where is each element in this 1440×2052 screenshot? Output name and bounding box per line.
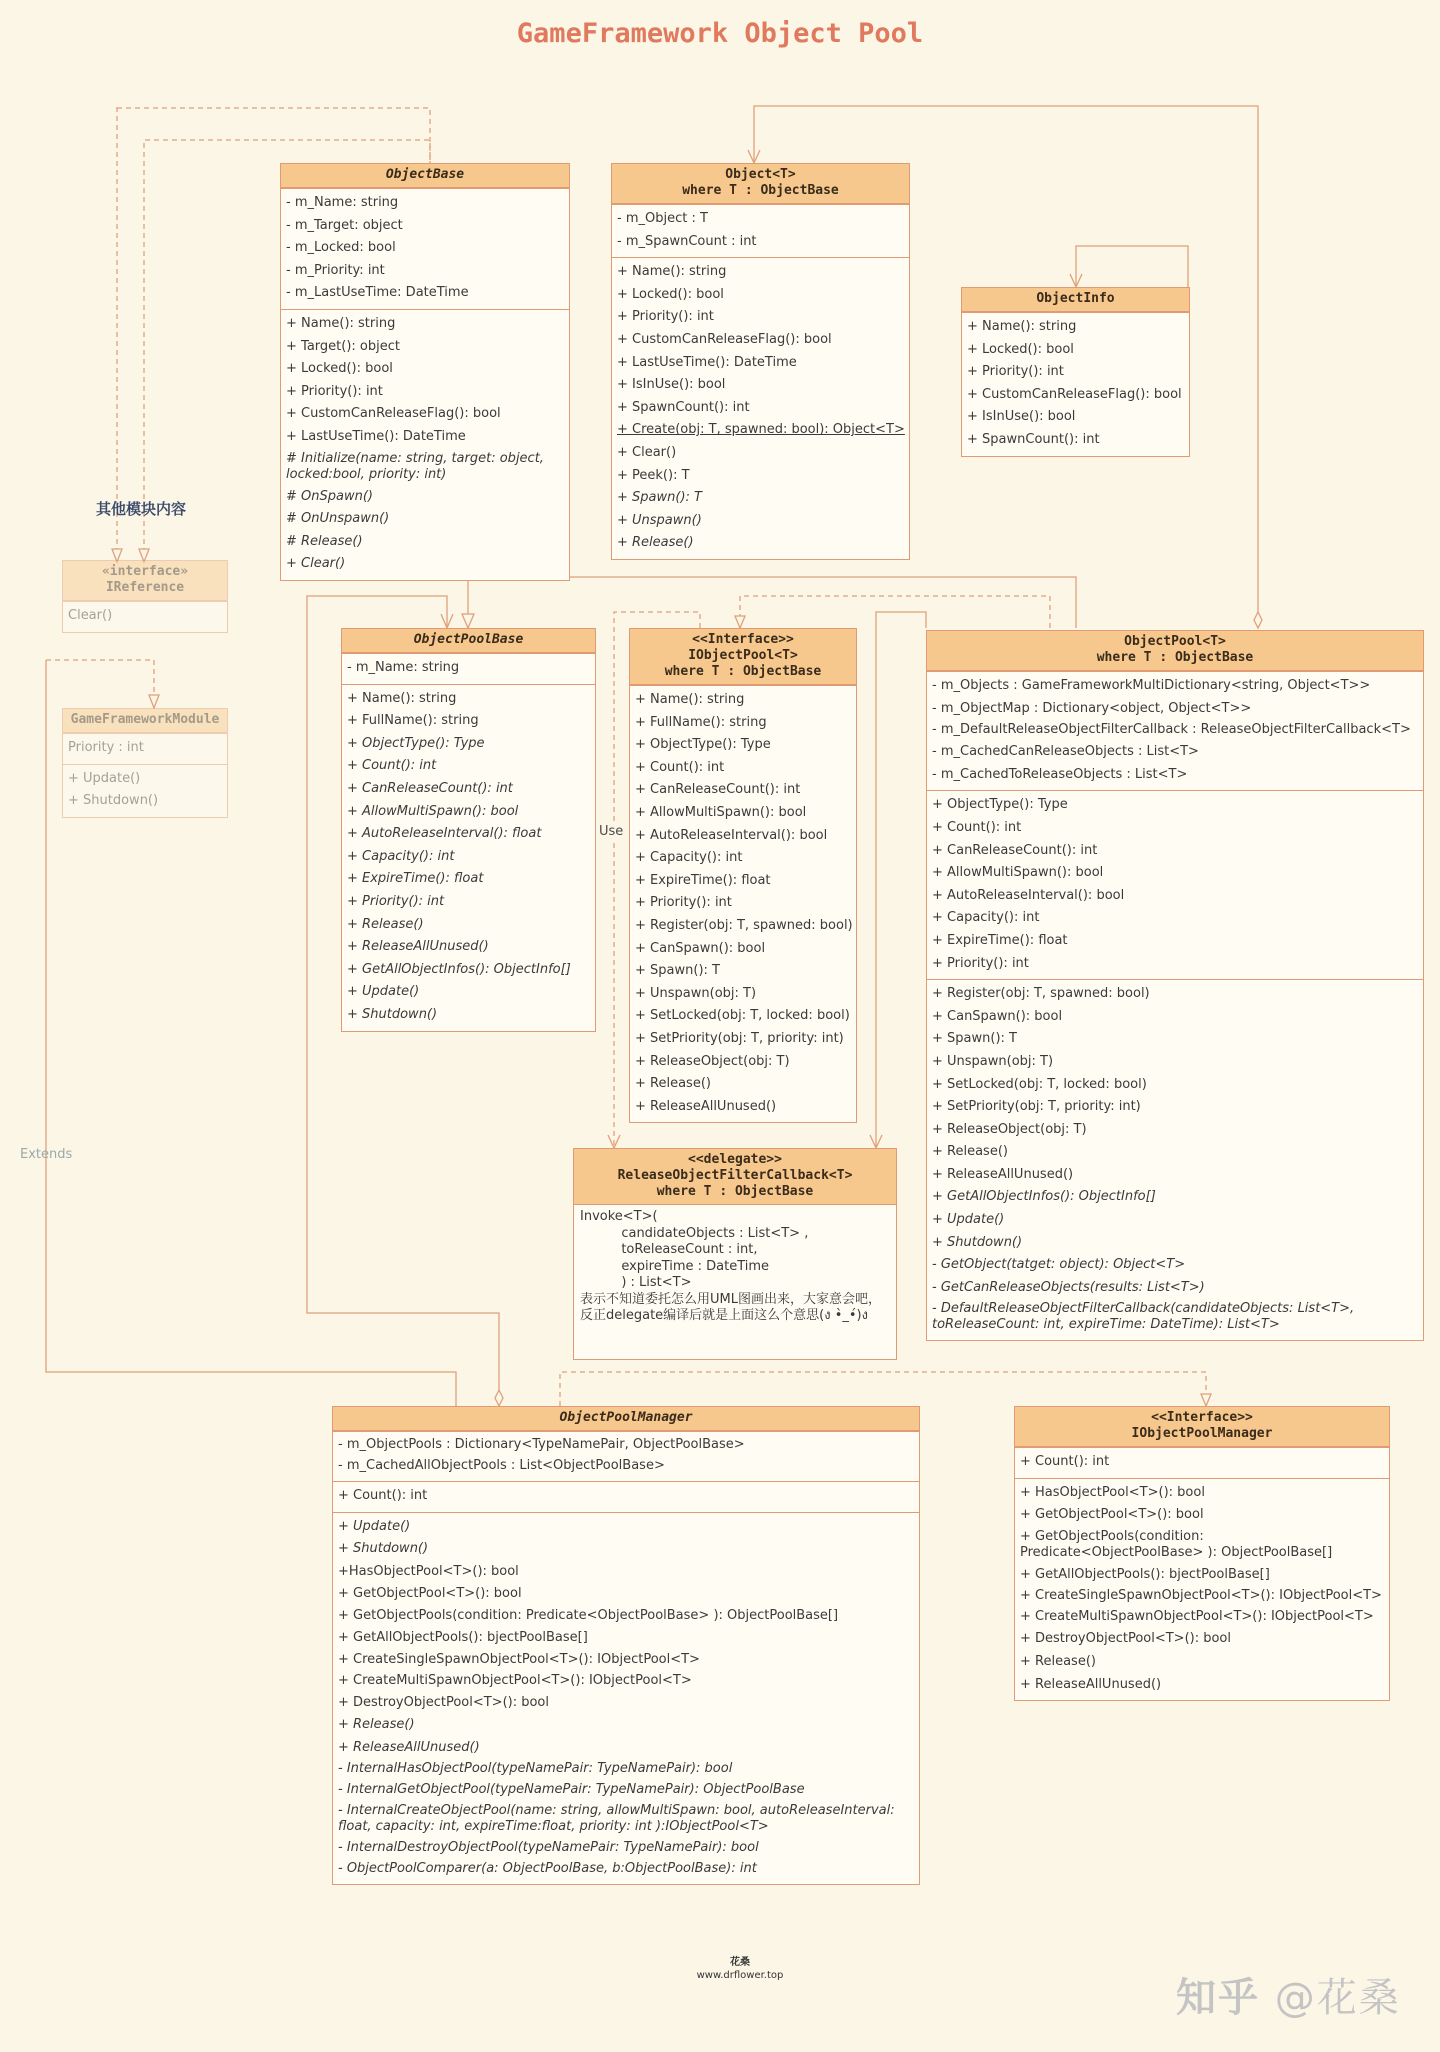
- delegate-note: Invoke<T>( candidateObjects : List<T> , toReleaseCount : int, expireTime : DateTime ) : List<T> 表示不知道委托怎么用UML图画出来，大家意会吧，反正delegate编译后就是上面这么个意思(ง •̀_•́)ง: [580, 1209, 881, 1323]
- member-row: + GetAllObjectPools(): bjectPoolBase[]: [1020, 1566, 1270, 1582]
- member-row: + Shutdown(): [347, 1006, 438, 1022]
- class-section: [63, 601, 227, 632]
- member-row: + Release(): [932, 1144, 1008, 1160]
- member-row: + LastUseTime(): DateTime: [286, 428, 466, 444]
- member-row: + Count(): int: [338, 1488, 428, 1503]
- member-row: + ReleaseObject(obj: T): [932, 1121, 1087, 1137]
- member-row: + Create(obj: T, spawned: bool): Object<T>: [617, 422, 905, 438]
- member-row: + AllowMultiSpawn(): bool: [347, 803, 519, 819]
- class-objectpoolmanager: [332, 1406, 920, 1885]
- class-header: [63, 709, 227, 733]
- edge-label-use: Use: [599, 824, 624, 839]
- member-row: + Shutdown(): [932, 1234, 1023, 1250]
- member-row: + Name(): string: [347, 690, 457, 706]
- class-header-line: ReleaseObjectFilterCallback<T>: [617, 1168, 853, 1183]
- member-row: + Release(): [347, 916, 424, 932]
- member-row: + ExpireTime(): float: [635, 872, 771, 888]
- member-row: + CanReleaseCount(): int: [932, 842, 1098, 858]
- member-row: + CustomCanReleaseFlag(): bool: [617, 331, 832, 347]
- member-row: - InternalDestroyObjectPool(typeNamePair: TypeNamePair): bool: [338, 1840, 759, 1856]
- member-row: - m_Name: string: [347, 660, 460, 675]
- member-row: + IsInUse(): bool: [617, 377, 726, 393]
- member-row: - m_ObjectMap : Dictionary<object, Object<T>>: [932, 700, 1252, 716]
- member-row: + AutoReleaseInterval(): float: [347, 826, 542, 842]
- member-row: + Release(): [338, 1717, 415, 1733]
- member-row: + SpawnCount(): int: [967, 431, 1100, 447]
- member-row: + Capacity(): int: [347, 848, 455, 864]
- class-objectinfo: [961, 287, 1190, 457]
- member-row: + ReleaseAllUnused(): [932, 1166, 1074, 1182]
- member-row: + ExpireTime(): float: [347, 871, 484, 887]
- member-row: + ObjectType(): Type: [932, 797, 1068, 813]
- member-row: - GetObject(tatget: object): Object<T>: [932, 1257, 1186, 1273]
- member-row: + SetLocked(obj: T, locked: bool): [932, 1076, 1147, 1092]
- member-row: + CreateSingleSpawnObjectPool<T>(): IObjectPool<T>: [1020, 1588, 1382, 1604]
- member-row: + CreateSingleSpawnObjectPool<T>(): IObjectPool<T>: [338, 1651, 700, 1667]
- class-header: [1015, 1407, 1389, 1447]
- member-row: - m_CachedAllObjectPools : List<ObjectPoolBase>: [338, 1458, 665, 1473]
- class-section: [1015, 1478, 1389, 1701]
- class-section: [63, 733, 227, 764]
- member-row: + Unspawn(): [617, 512, 702, 528]
- member-row: + ExpireTime(): float: [932, 932, 1068, 948]
- member-row: + HasObjectPool<T>(): bool: [1020, 1484, 1205, 1500]
- class-header-line: <<Interface>>: [1151, 1410, 1253, 1425]
- watermark-author: @花桑: [1274, 1975, 1401, 2021]
- member-row: + ReleaseAllUnused(): [635, 1098, 777, 1114]
- class-header-line: where T : ObjectBase: [656, 1184, 814, 1199]
- member-row: + SetLocked(obj: T, locked: bool): [635, 1008, 850, 1024]
- member-row: Clear(): [68, 608, 113, 623]
- member-row: + Release(): [1020, 1653, 1096, 1669]
- member-row: + Shutdown(): [338, 1541, 429, 1557]
- class-header-line: <<delegate>>: [688, 1152, 782, 1167]
- member-row: + ReleaseAllUnused(): [338, 1739, 480, 1755]
- member-row: + CustomCanReleaseFlag(): bool: [967, 386, 1182, 402]
- class-section: [927, 979, 1423, 1340]
- member-row: + IsInUse(): bool: [967, 409, 1076, 425]
- member-row: + Clear(): [617, 444, 677, 460]
- class-header-line: «interface»: [101, 564, 189, 579]
- class-section: [612, 204, 909, 257]
- class-section: [342, 684, 595, 1031]
- class-section: [630, 685, 856, 1122]
- member-row: - m_Priority: int: [286, 262, 385, 278]
- class-header: [574, 1149, 896, 1205]
- class-header: [342, 629, 595, 653]
- member-row: - InternalCreateObjectPool(name: string, allowMultiSpawn: bool, autoReleaseInterval: float, capacity: int, expireTime:float, priority: int ):IObjectPool<T>: [338, 1803, 895, 1835]
- member-row: +HasObjectPool<T>(): bool: [338, 1563, 519, 1579]
- member-row: - GetCanReleaseObjects(results: List<T>): [932, 1279, 1205, 1295]
- class-object-t: [611, 163, 910, 560]
- interface-ireference: [62, 560, 228, 633]
- class-header: [630, 629, 856, 685]
- class-objectpoolbase: [341, 628, 596, 1032]
- interface-iobjectpool: [629, 628, 857, 1123]
- class-section: [927, 671, 1423, 790]
- member-row: + Locked(): bool: [967, 341, 1074, 357]
- member-row: + DestroyObjectPool<T>(): bool: [338, 1694, 549, 1710]
- member-row: - InternalGetObjectPool(typeNamePair: TypeNamePair): ObjectPoolBase: [338, 1782, 805, 1798]
- member-row: + CanReleaseCount(): int: [347, 780, 513, 796]
- member-row: - m_Name: string: [286, 195, 399, 210]
- class-header-line: Object<T>: [725, 167, 796, 182]
- member-row: + Peek(): T: [617, 467, 690, 483]
- class-header: [927, 631, 1423, 671]
- class-header-line: <<Interface>>: [692, 632, 794, 647]
- member-row: # OnUnspawn(): [286, 511, 390, 527]
- stamp-name: 花桑: [730, 1957, 750, 1968]
- member-row: + Name(): string: [967, 319, 1077, 334]
- member-row: + Spawn(): T: [617, 490, 702, 506]
- interface-iobjectpoolmanager: [1014, 1406, 1390, 1701]
- class-header-line: ObjectPool<T>: [1124, 634, 1226, 649]
- member-row: # Release(): [286, 533, 363, 549]
- member-row: + Shutdown(): [68, 793, 159, 809]
- member-row: + Release(): [635, 1076, 711, 1092]
- member-row: + CreateMultiSpawnObjectPool<T>(): IObjectPool<T>: [1020, 1609, 1374, 1625]
- member-row: - m_LastUseTime: DateTime: [286, 285, 469, 301]
- member-row: - m_Locked: bool: [286, 240, 396, 256]
- class-header: [281, 164, 569, 188]
- member-row: + Count(): int: [932, 819, 1022, 835]
- delegate-releaseobjectfiltercallback: [573, 1148, 897, 1360]
- class-section: [333, 1512, 919, 1885]
- member-row: + AutoReleaseInterval(): bool: [635, 827, 828, 843]
- member-row: + GetAllObjectInfos(): ObjectInfo[]: [932, 1189, 1156, 1205]
- member-row: + Locked(): bool: [286, 361, 393, 377]
- member-row: + AllowMultiSpawn(): bool: [635, 804, 807, 820]
- member-row: + CanSpawn(): bool: [635, 940, 766, 956]
- class-header-line: GameFrameworkModule: [70, 712, 220, 727]
- watermark: [1176, 1966, 1401, 2023]
- member-row: + GetAllObjectPools(): bjectPoolBase[]: [338, 1629, 588, 1645]
- member-row: + GetObjectPools(condition: Predicate<ObjectPoolBase> ): ObjectPoolBase[]: [1020, 1528, 1333, 1560]
- member-row: - DefaultReleaseObjectFilterCallback(candidateObjects: List<T>, toReleaseCount: int, expireTime: DateTime): List<T>: [932, 1301, 1355, 1333]
- diagram-title: GameFramework Object Pool: [516, 18, 924, 49]
- edge-label-extends-left: Extends: [20, 1147, 73, 1162]
- member-row: + CustomCanReleaseFlag(): bool: [286, 406, 501, 422]
- class-objectbase: [280, 163, 570, 581]
- member-row: + Spawn(): T: [635, 963, 720, 979]
- member-row: + ReleaseObject(obj: T): [635, 1053, 790, 1069]
- class-section: [927, 790, 1423, 979]
- member-row: + Clear(): [286, 556, 346, 572]
- member-row: + Register(obj: T, spawned: bool): [635, 917, 853, 933]
- member-row: + Update(): [338, 1518, 411, 1534]
- class-section: [63, 764, 227, 817]
- class-header: [962, 288, 1189, 312]
- class-section: [281, 309, 569, 580]
- member-row: + AllowMultiSpawn(): bool: [932, 865, 1104, 881]
- class-header-line: ObjectBase: [385, 167, 465, 182]
- member-row: + Update(): [347, 984, 420, 1000]
- member-row: + Unspawn(obj: T): [635, 985, 757, 1001]
- member-row: + CanSpawn(): bool: [932, 1008, 1063, 1024]
- member-row: + Count(): int: [635, 759, 725, 775]
- class-section: [281, 188, 569, 309]
- member-row: + SetPriority(obj: T, priority: int): [635, 1030, 844, 1046]
- member-row: + CanReleaseCount(): int: [635, 782, 801, 798]
- member-row: + FullName(): string: [635, 714, 767, 730]
- member-row: + Name(): string: [286, 315, 396, 331]
- class-header: [63, 561, 227, 601]
- member-row: # Initialize(name: string, target: object, locked:bool, priority: int): [286, 450, 544, 482]
- member-row: + Capacity(): int: [635, 850, 743, 866]
- watermark-site: 知乎: [1176, 1975, 1260, 2021]
- class-header-line: IObjectPool<T>: [688, 648, 798, 663]
- class-section: [1015, 1447, 1389, 1478]
- member-row: + GetAllObjectInfos(): ObjectInfo[]: [347, 961, 571, 977]
- class-header-line: IReference: [105, 580, 185, 595]
- member-row: + LastUseTime(): DateTime: [617, 354, 797, 370]
- member-row: + SetPriority(obj: T, priority: int): [932, 1099, 1141, 1115]
- class-header: [333, 1407, 919, 1431]
- member-row: + Update(): [932, 1212, 1005, 1228]
- class-section: [333, 1481, 919, 1512]
- member-row: + GetObjectPools(condition: Predicate<ObjectPoolBase> ): ObjectPoolBase[]: [338, 1607, 839, 1623]
- member-row: Priority : int: [68, 740, 144, 755]
- member-row: - ObjectPoolComparer(a: ObjectPoolBase, b:ObjectPoolBase): int: [338, 1861, 757, 1877]
- member-row: + Unspawn(obj: T): [932, 1053, 1054, 1069]
- member-row: + Priority(): int: [967, 364, 1064, 380]
- author-stamp: [680, 1956, 800, 1982]
- class-section: [342, 653, 595, 684]
- class-header-line: where T : ObjectBase: [1096, 650, 1254, 665]
- member-row: + Update(): [68, 770, 141, 786]
- class-header: [612, 164, 909, 204]
- class-objectpool-t: [926, 630, 1424, 1341]
- member-row: + DestroyObjectPool<T>(): bool: [1020, 1631, 1231, 1647]
- class-gameframeworkmodule: [62, 708, 228, 818]
- member-row: - m_Object : T: [617, 211, 708, 226]
- member-row: - m_Target: object: [286, 217, 403, 233]
- class-header-line: where T : ObjectBase: [682, 183, 839, 198]
- class-header-line: ObjectPoolBase: [413, 632, 524, 647]
- member-row: + Priority(): int: [347, 893, 445, 909]
- member-row: + Locked(): bool: [617, 286, 724, 302]
- class-header-line: ObjectPoolManager: [559, 1410, 693, 1425]
- member-row: + Priority(): int: [635, 895, 732, 911]
- member-row: + Priority(): int: [932, 955, 1029, 971]
- member-row: + Capacity(): int: [932, 910, 1040, 926]
- class-section: [962, 312, 1189, 456]
- member-row: + CreateMultiSpawnObjectPool<T>(): IObjectPool<T>: [338, 1672, 692, 1688]
- class-header-line: IObjectPoolManager: [1131, 1426, 1273, 1441]
- member-row: + GetObjectPool<T>(): bool: [1020, 1507, 1204, 1523]
- stamp-url: www.drflower.top: [696, 1970, 784, 1981]
- member-row: + Count(): int: [347, 758, 437, 774]
- member-row: + ObjectType(): Type: [635, 737, 771, 753]
- member-row: + AutoReleaseInterval(): bool: [932, 887, 1125, 903]
- member-row: + Spawn(): T: [932, 1031, 1017, 1047]
- member-row: + GetObjectPool<T>(): bool: [338, 1586, 522, 1602]
- class-section: [333, 1431, 919, 1481]
- member-row: - InternalHasObjectPool(typeNamePair: TypeNamePair): bool: [338, 1761, 733, 1777]
- member-row: - m_ObjectPools : Dictionary<TypeNamePair, ObjectPoolBase>: [338, 1437, 745, 1452]
- class-section: [612, 257, 909, 559]
- member-row: - m_SpawnCount : int: [617, 233, 757, 249]
- member-row: # OnSpawn(): [286, 488, 373, 504]
- class-header-line: ObjectInfo: [1036, 291, 1115, 306]
- member-row: + Release(): [617, 535, 694, 551]
- member-row: - m_Objects : GameFrameworkMultiDictionary<string, Object<T>>: [932, 678, 1371, 693]
- member-row: + Priority(): int: [286, 383, 383, 399]
- class-header-line: where T : ObjectBase: [664, 664, 822, 679]
- member-row: + SpawnCount(): int: [617, 399, 750, 415]
- member-row: + Name(): string: [617, 264, 727, 280]
- member-row: - m_CachedToReleaseObjects : List<T>: [932, 766, 1188, 782]
- member-row: - m_CachedCanReleaseObjects : List<T>: [932, 744, 1199, 760]
- other-modules-label: 其他模块内容: [96, 500, 187, 518]
- member-row: + Target(): object: [286, 338, 400, 354]
- member-row: + ReleaseAllUnused(): [1020, 1676, 1162, 1692]
- member-row: + ReleaseAllUnused(): [347, 939, 489, 955]
- member-row: + Register(obj: T, spawned: bool): [932, 986, 1150, 1002]
- member-row: + ObjectType(): Type: [347, 735, 485, 751]
- member-row: + FullName(): string: [347, 713, 479, 729]
- member-row: + Count(): int: [1020, 1454, 1110, 1469]
- member-row: + Priority(): int: [617, 309, 714, 325]
- member-row: + Name(): string: [635, 692, 745, 707]
- member-row: - m_DefaultReleaseObjectFilterCallback : ReleaseObjectFilterCallback<T>: [932, 722, 1411, 738]
